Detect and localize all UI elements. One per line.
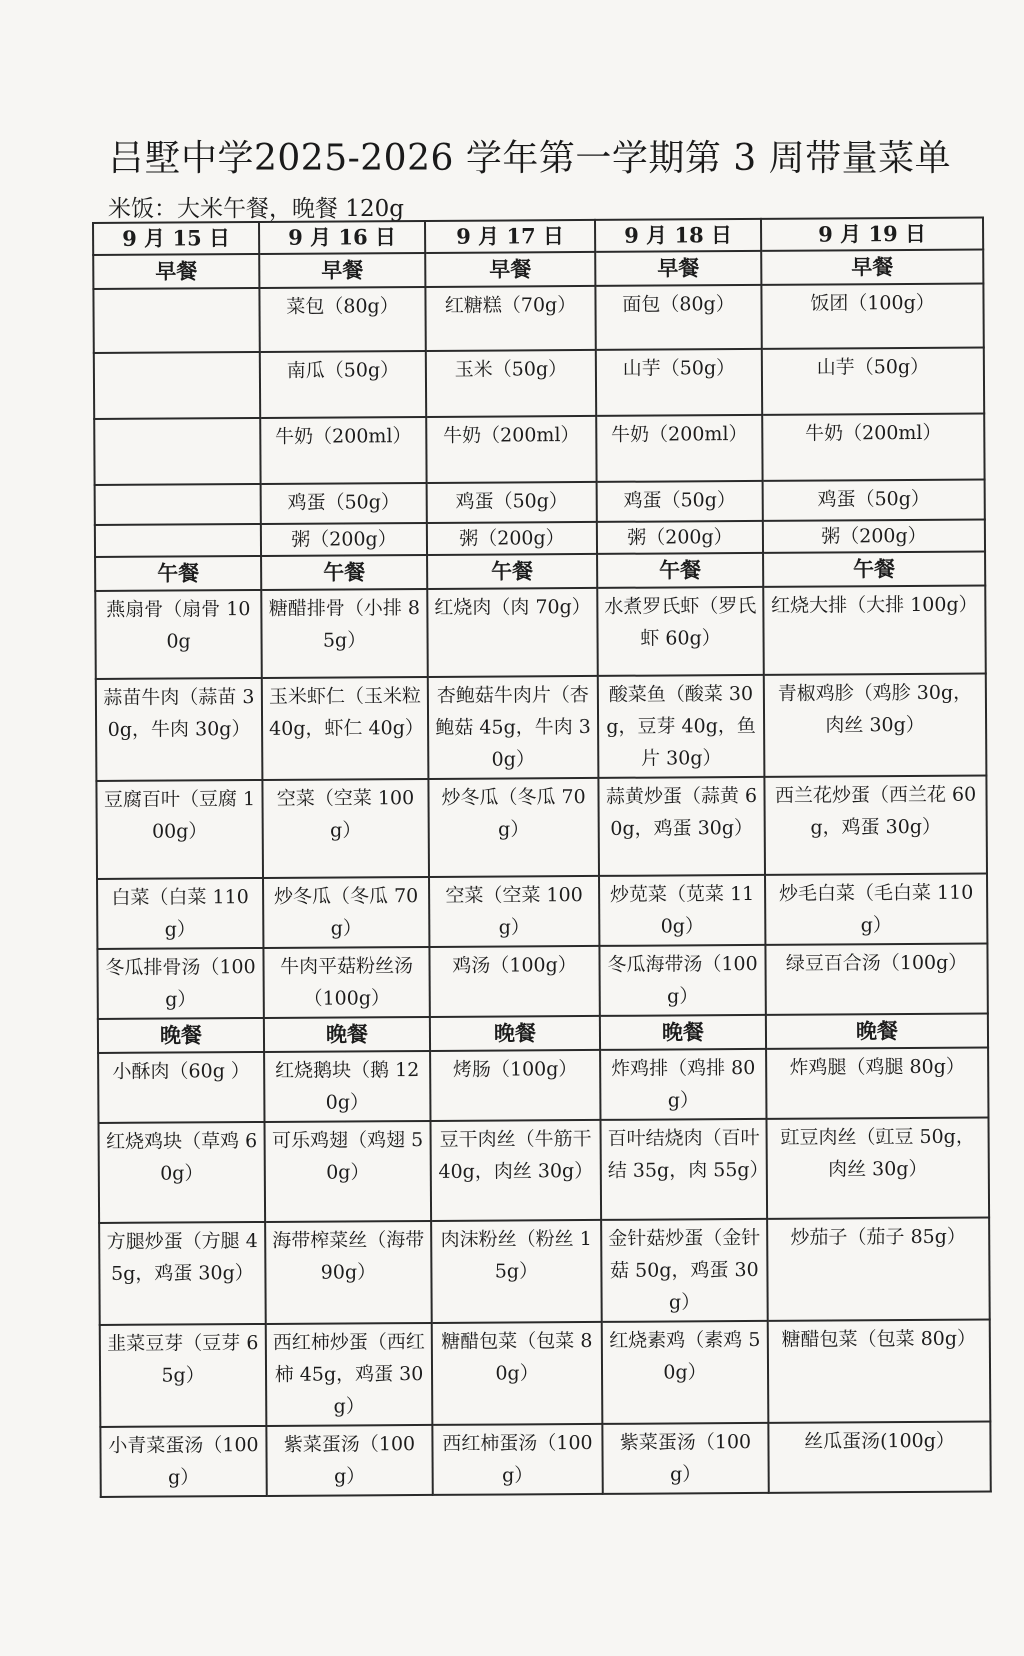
meal-label: 午餐 (427, 554, 597, 589)
meal-label: 午餐 (95, 556, 261, 591)
meal-label: 晚餐 (98, 1018, 264, 1053)
menu-cell (94, 418, 260, 485)
weekly-menu-table (92, 217, 992, 1498)
lunch-row (96, 776, 987, 879)
menu-cell: 豆腐百叶（豆腐 100g） (96, 780, 263, 879)
date-cell: 9 月 19 日 (761, 218, 983, 251)
menu-cell: 西红柿炒蛋（西红柿 45g，鸡蛋 30g） (266, 1323, 433, 1426)
menu-cell: 粥（200g） (427, 522, 597, 555)
meal-label: 早餐 (259, 253, 425, 288)
menu-cell: 紫菜蛋汤（100g） (266, 1425, 432, 1496)
menu-cell: 鸡汤（100g） (429, 946, 599, 1017)
menu-cell: 山芋（50g） (762, 348, 984, 415)
menu-cell: 肉沫粉丝（粉丝 15g） (431, 1220, 602, 1323)
menu-cell (95, 524, 261, 557)
menu-table-body (93, 218, 991, 1497)
dinner-row (100, 1320, 991, 1427)
menu-cell: 粥（200g） (261, 523, 427, 556)
menu-cell (93, 288, 259, 353)
menu-cell: 炒毛白菜（毛白菜 110g） (765, 874, 987, 945)
menu-cell: 可乐鸡翅（鸡翅 50g） (265, 1121, 432, 1222)
menu-cell: 红烧鸡块（草鸡 60g） (99, 1122, 266, 1223)
menu-cell: 绿豆百合汤（100g） (765, 944, 987, 1015)
menu-cell: 西红柿蛋汤（100g） (432, 1424, 602, 1495)
lunch-row (97, 874, 987, 949)
breakfast-header-row (93, 250, 983, 289)
menu-cell: 炒茄子（茄子 85g） (767, 1218, 990, 1321)
menu-cell: 鸡蛋（50g） (261, 483, 427, 524)
meal-label: 早餐 (93, 254, 259, 289)
menu-cell: 炒冬瓜（冬瓜 70g） (263, 877, 429, 948)
breakfast-row (94, 414, 984, 485)
menu-cell: 空菜（空菜 100g） (429, 876, 599, 947)
meal-label: 晚餐 (766, 1014, 988, 1049)
meal-label: 晚餐 (264, 1017, 430, 1052)
menu-cell: 鸡蛋（50g） (763, 480, 985, 521)
meal-label: 晚餐 (600, 1015, 766, 1050)
menu-cell: 糖醋排骨（小排 85g） (261, 589, 428, 678)
menu-cell: 丝瓜蛋汤(100g） (768, 1422, 990, 1493)
lunch-row (97, 944, 987, 1019)
menu-cell: 炒苋菜（苋菜 110g） (599, 875, 765, 946)
breakfast-row (93, 284, 983, 353)
menu-cell: 冬瓜海带汤（100g） (599, 945, 765, 1016)
menu-cell: 牛奶（200ml） (596, 415, 762, 482)
menu-cell: 鸡蛋（50g） (597, 481, 763, 522)
menu-cell: 红烧肉（肉 70g） (427, 588, 598, 677)
menu-cell: 红烧素鸡（素鸡 50g） (602, 1321, 769, 1424)
date-cell: 9 月 17 日 (425, 220, 595, 253)
lunch-header-row (95, 552, 985, 591)
menu-cell: 菜包（80g） (259, 287, 425, 352)
dinner-header-row (98, 1014, 988, 1053)
menu-cell (95, 484, 261, 525)
menu-cell: 山芋（50g） (596, 349, 762, 416)
meal-label: 晚餐 (430, 1016, 600, 1051)
menu-cell: 西兰花炒蛋（西兰花 60g，鸡蛋 30g） (764, 776, 987, 875)
menu-cell: 烤肠（100g） (430, 1050, 600, 1121)
menu-cell: 冬瓜排骨汤（100g） (97, 948, 263, 1019)
breakfast-row (95, 520, 985, 557)
dinner-row (100, 1422, 990, 1497)
menu-cell: 空菜（空菜 100g） (262, 779, 429, 878)
menu-cell: 韭菜豆芽（豆芽 65g） (100, 1324, 267, 1427)
menu-cell (94, 352, 260, 419)
menu-cell: 鸡蛋（50g） (427, 482, 597, 523)
menu-cell: 糖醋包菜（包菜 80g） (432, 1322, 603, 1425)
menu-cell: 金针菇炒蛋（金针菇 50g，鸡蛋 30g） (601, 1219, 768, 1322)
menu-cell: 粥（200g） (763, 520, 985, 553)
meal-label: 早餐 (425, 252, 595, 287)
meal-label: 早餐 (595, 251, 761, 286)
meal-label: 午餐 (597, 553, 763, 588)
menu-cell: 南瓜（50g） (260, 351, 426, 418)
menu-cell: 炒冬瓜（冬瓜 70g） (428, 778, 599, 877)
meal-label: 午餐 (763, 552, 985, 587)
menu-cell: 红烧鹅块（鹅 120g） (264, 1051, 430, 1122)
menu-cell: 小青菜蛋汤（100g） (100, 1426, 266, 1497)
menu-cell: 玉米（50g） (426, 350, 596, 417)
date-cell: 9 月 18 日 (595, 219, 761, 252)
menu-cell: 饭团（100g） (761, 284, 983, 349)
date-cell: 9 月 15 日 (93, 222, 259, 255)
menu-cell: 红烧大排（大排 100g） (763, 586, 986, 675)
rice-note: 米饭：大米午餐，晚餐 120g (108, 196, 404, 222)
date-cell: 9 月 16 日 (259, 221, 425, 254)
menu-cell: 豆干肉丝（牛筋干 40g，肉丝 30g） (430, 1120, 601, 1221)
breakfast-row (95, 480, 985, 525)
breakfast-row (94, 348, 984, 419)
menu-cell: 蒜苗牛肉（蒜苗 30g，牛肉 30g） (96, 678, 263, 781)
menu-cell: 小酥肉（60g ） (98, 1052, 264, 1123)
menu-cell: 红糖糕（70g） (425, 286, 595, 351)
menu-cell: 糖醋包菜（包菜 80g） (768, 1320, 991, 1423)
menu-cell: 方腿炒蛋（方腿 45g，鸡蛋 30g） (99, 1222, 266, 1325)
lunch-row (96, 674, 987, 781)
menu-cell: 白菜（白菜 110g） (97, 878, 263, 949)
meal-label: 午餐 (261, 555, 427, 590)
page-title: 吕墅中学2025-2026 学年第一学期第 3 周带量菜单 (108, 138, 952, 179)
dinner-row (99, 1218, 990, 1325)
menu-cell: 海带榨菜丝（海带 90g） (265, 1221, 432, 1324)
menu-cell: 牛肉平菇粉丝汤（100g） (263, 947, 429, 1018)
menu-cell: 蒜黄炒蛋（蒜黄 60g，鸡蛋 30g） (598, 777, 765, 876)
menu-cell: 紫菜蛋汤（100g） (602, 1423, 768, 1494)
menu-cell: 青椒鸡胗（鸡胗 30g，肉丝 30g） (764, 674, 987, 777)
menu-cell: 杏鲍菇牛肉片（杏鲍菇 45g，牛肉 30g） (428, 676, 599, 779)
menu-cell: 牛奶（200ml） (426, 416, 596, 483)
menu-cell: 炸鸡排（鸡排 80g） (600, 1049, 766, 1120)
menu-cell: 百叶结烧肉（百叶结 35g，肉 55g） (600, 1119, 767, 1220)
menu-cell: 燕扇骨（扇骨 100g (95, 590, 262, 679)
meal-label: 早餐 (761, 250, 983, 285)
lunch-row (95, 586, 986, 679)
menu-cell: 豇豆肉丝（豇豆 50g，肉丝 30g） (766, 1118, 989, 1219)
menu-cell: 玉米虾仁（玉米粒 40g，虾仁 40g） (262, 677, 429, 780)
menu-cell: 炸鸡腿（鸡腿 80g） (766, 1048, 988, 1119)
menu-cell: 面包（80g） (595, 285, 761, 350)
menu-cell: 酸菜鱼（酸菜 30g，豆芽 40g，鱼片 30g） (598, 675, 765, 778)
menu-cell: 牛奶（200ml） (762, 414, 984, 481)
menu-cell: 粥（200g） (597, 521, 763, 554)
dinner-row (99, 1118, 990, 1223)
menu-cell: 牛奶（200ml） (260, 417, 426, 484)
dinner-row (98, 1048, 988, 1123)
menu-cell: 水煮罗氏虾（罗氏虾 60g） (597, 587, 764, 676)
